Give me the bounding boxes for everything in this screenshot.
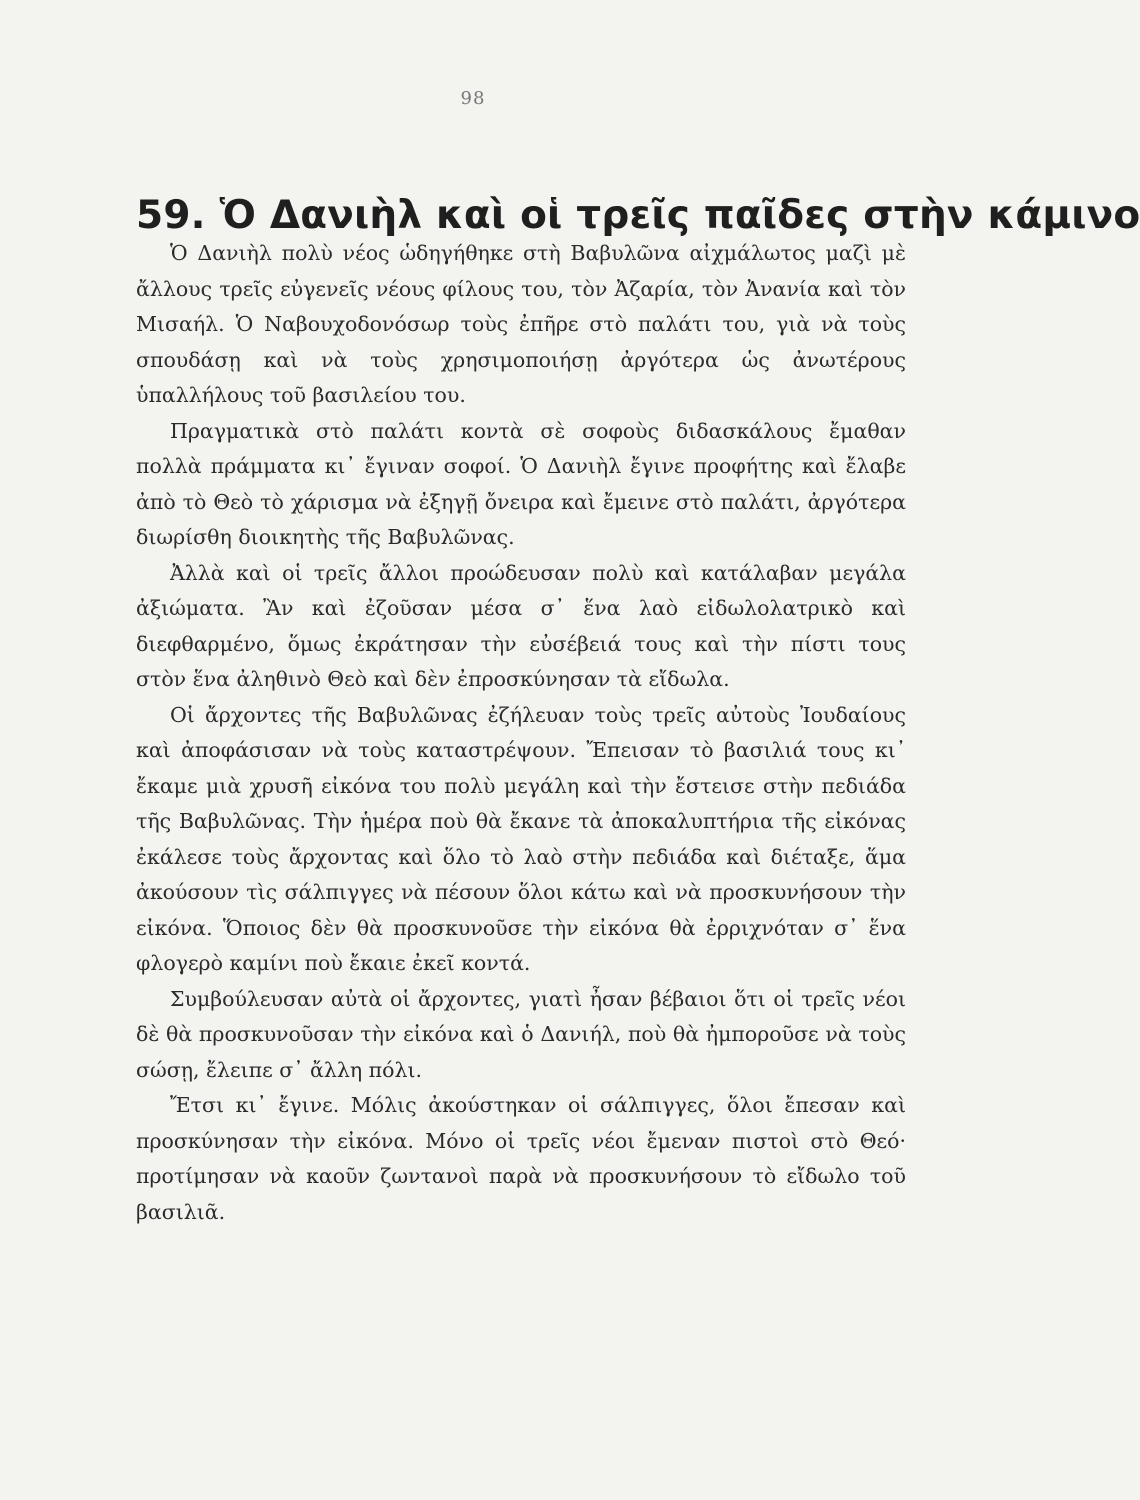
chapter-title: 59. Ὁ Δανιὴλ καὶ οἱ τρεῖς παῖδες στὴν κάμινο: [136, 193, 1140, 239]
paragraph-3: Ἀλλὰ καὶ οἱ τρεῖς ἄλλοι προώδευσαν πολὺ καὶ κατάλαβαν μεγάλα ἀξιώματα. Ἂν καὶ ἐζοῦσαν μέσα σ᾽ ἕνα λαὸ εἰδωλολατρικὸ καὶ διεφθαρμένο, ὅμως ἐκράτησαν τὴν εὐσέβειά τους καὶ τὴν πίστι τους στὸν ἕνα ἀληθινὸ Θεὸ καὶ δὲν ἐπροσκύνησαν τὰ εἴδωλα.: [136, 560, 906, 691]
paragraph-4: Οἱ ἄρχοντες τῆς Βαβυλῶνας ἐζήλευαν τοὺς τρεῖς αὐτοὺς Ἰουδαίους καὶ ἀποφάσισαν νὰ τοὺς καταστρέψουν. Ἔπεισαν τὸ βασιλιά τους κι᾽ ἔκαμε μιὰ χρυσῆ εἰκόνα του πολὺ μεγάλη καὶ τὴν ἔστεισε στὴν πεδιάδα τῆς Βαβυλῶνας. Τὴν ἡμέρα ποὺ θὰ ἔκανε τὰ ἀποκαλυπτήρια τῆς εἰκόνας ἐκάλεσε τοὺς ἄρχοντας καὶ ὅλο τὸ λαὸ στὴν πεδιάδα καὶ διέταξε, ἅμα ἀκούσουν τὶς σάλπιγγες νὰ πέσουν ὅλοι κάτω καὶ νὰ προσκυνήσουν τὴν εἰκόνα. Ὅποιος δὲν θὰ προσκυνοῦσε τὴν εἰκόνα θὰ ἐρριχνόταν σ᾽ ἕνα φλογερὸ καμίνι ποὺ ἔκαιε ἐκεῖ κοντά.: [136, 702, 906, 975]
paragraph-2: Πραγματικὰ στὸ παλάτι κοντὰ σὲ σοφοὺς διδασκάλους ἔμαθαν πολλὰ πράμματα κι᾽ ἔγιναν σοφοί. Ὁ Δανιὴλ ἔγινε προφήτης καὶ ἔλαβε ἀπὸ τὸ Θεὸ τὸ χάρισμα νὰ ἐξηγῇ ὄνειρα καὶ ἔμεινε στὸ παλάτι, ἀργότερα διωρίσθη διοικητὴς τῆς Βαβυλῶνας.: [136, 418, 906, 549]
paragraph-1: Ὁ Δανιὴλ πολὺ νέος ὡδηγήθηκε στὴ Βαβυλῶνα αἰχμάλωτος μαζὶ μὲ ἄλλους τρεῖς εὐγενεῖς νέους φίλους του, τὸν Ἀζαρία, τὸν Ἀνανία καὶ τὸν Μισαήλ. Ὁ Ναβουχοδονόσωρ τοὺς ἐπῆρε στὸ παλάτι του, γιὰ νὰ τοὺς σπουδάσῃ καὶ νὰ τοὺς χρησιμοποιήσῃ ἀργότερα ὡς ἀνωτέρους ὑπαλλήλους τοῦ βασιλείου του.: [136, 241, 906, 407]
paragraph-5: Συμβούλευσαν αὐτὰ οἱ ἄρχοντες, γιατὶ ἦσαν βέβαιοι ὅτι οἱ τρεῖς νέοι δὲ θὰ προσκυνοῦσαν τὴν εἰκόνα καὶ ὁ Δανιήλ, ποὺ θὰ ἠμποροῦσε νὰ τοὺς σώσῃ, ἔλειπε σ᾽ ἄλλη πόλι.: [136, 986, 906, 1082]
page-number: 98: [460, 88, 486, 109]
paragraph-6: Ἔτσι κι᾽ ἔγινε. Μόλις ἀκούστηκαν οἱ σάλπιγγες, ὅλοι ἔπεσαν καὶ προσκύνησαν τὴν εἰκόνα. Μόνο οἱ τρεῖς νέοι ἔμεναν πιστοὶ στὸ Θεό· προτίμησαν νὰ καοῦν ζωντανοὶ παρὰ νὰ προσκυνήσουν τὸ εἴδωλο τοῦ βασιλιᾶ.: [136, 1093, 906, 1224]
body-text: [136, 236, 906, 1230]
